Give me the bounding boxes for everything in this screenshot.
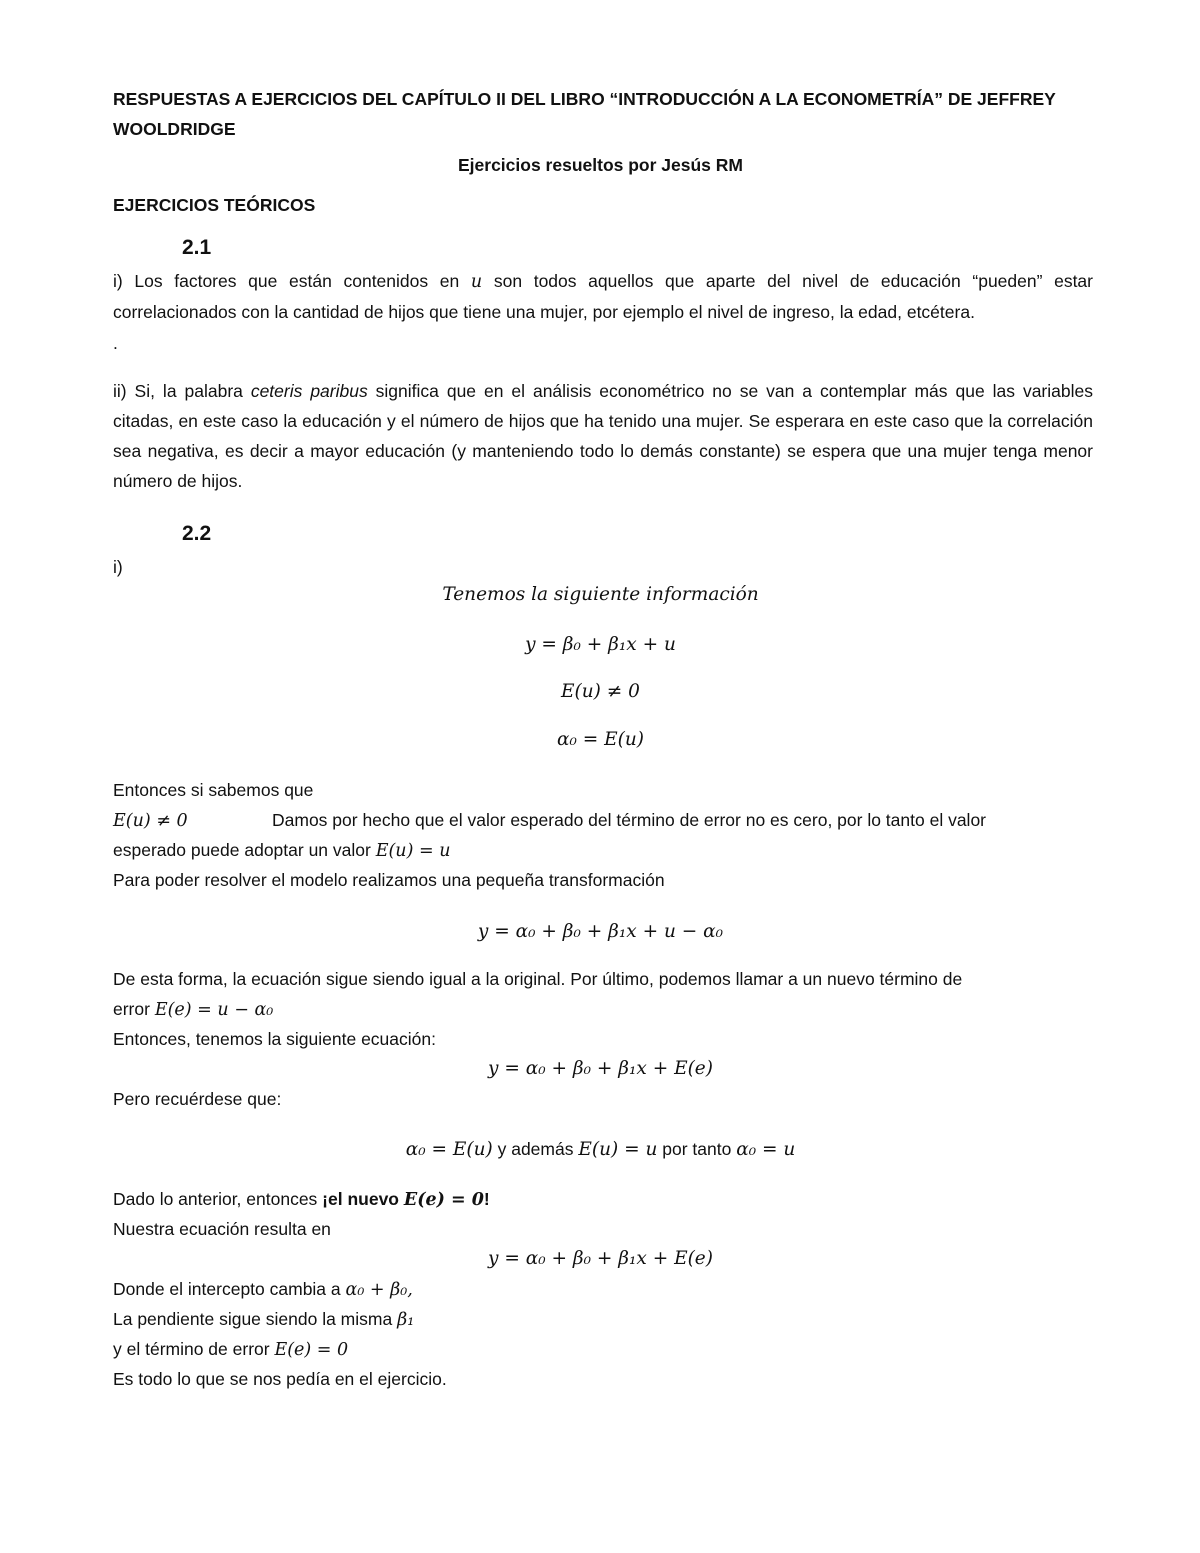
equation-transformed: y = α₀ + β₀ + β₁x + u − α₀ (477, 921, 724, 942)
text-nuestra: Nuestra ecuación resulta en (113, 1219, 331, 1239)
text-conclusion: Es todo lo que se nos pedía en el ejercicio. (113, 1369, 447, 1389)
text-donde: Donde el intercepto cambia a α₀ + β₀, (113, 1279, 413, 1300)
math-inline: E(e) = 0 (403, 1190, 484, 1210)
equation-new: y = α₀ + β₀ + β₁x + E(e) (488, 1058, 713, 1079)
exercise-number-2-2: 2.2 (182, 522, 212, 545)
answer-2-1-ii: ii) Si, la palabra ceteris paribus significa que en el análisis econométrico no se van a contemplar más que las variables citadas, en este caso la educación y el número de hijos que ha tenido una mujer. Se esperara en este caso que la correlación sea negativa, es decir a mayor educación (y manteniendo todo lo demás constante) se espera que una mujer tenga menor número de hijos. (113, 381, 1093, 491)
equation-result: y = α₀ + β₀ + β₁x + E(e) (488, 1248, 713, 1269)
text-pero: Pero recuérdese que: (113, 1089, 282, 1109)
title-line-1: RESPUESTAS A EJERCICIOS DEL CAPÍTULO II DEL LIBRO “INTRODUCCIÓN A LA ECONOMETRÍA” DE JEFFREY (113, 89, 1056, 109)
text-damos: Damos por hecho que el valor esperado del término de error no es cero, por lo tanto el valor (272, 810, 987, 830)
item-label: i) (113, 271, 123, 291)
item-label: ii) (113, 381, 127, 401)
info-statement: Tenemos la siguiente información (442, 584, 759, 605)
math-inline: E(u) = u (375, 841, 451, 861)
stray-period: . (113, 333, 118, 353)
document-title (113, 84, 1093, 144)
answer-2-1-i: i) Los factores que están contenidos en u son todos aquellos que aparte del nivel de educación “pueden” estar correlacionados con la cantidad de hijos que tiene una mujer, por ejemplo el nivel de ingreso, la edad, etcétera. (113, 271, 1093, 322)
document-subtitle: Ejercicios resueltos por Jesús RM (458, 155, 743, 175)
text-dado: Dado lo anterior, entonces ¡el nuevo E(e) = 0! (113, 1189, 490, 1210)
math-variable: u (470, 272, 483, 292)
title-line-2: WOOLDRIDGE (113, 119, 236, 139)
math-inline: β₁ (397, 1310, 415, 1330)
item-label-2-2-i: i) (113, 557, 123, 577)
text-entonces: Entonces si sabemos que (113, 780, 314, 800)
math-inline: α₀ + β₀, (345, 1280, 413, 1300)
equation-alpha: α₀ = E(u) (556, 729, 645, 750)
italic-term: ceteris paribus (250, 381, 368, 401)
equation-recall: α₀ = E(u) y además E(u) = u por tanto α₀ = u (405, 1139, 796, 1160)
text-termino-error: y el término de error E(e) = 0 (113, 1339, 349, 1360)
text-para: Para poder resolver el modelo realizamos una pequeña transformación (113, 870, 665, 890)
exercise-number-2-1: 2.1 (182, 236, 212, 259)
equation-model: y = β₀ + β₁x + u (525, 634, 676, 655)
math-inline: E(e) = u − α₀ (154, 1000, 274, 1020)
math-inline: E(e) = 0 (274, 1340, 349, 1360)
section-heading: EJERCICIOS TEÓRICOS (113, 195, 316, 215)
text-pendiente: La pendiente sigue siendo la misma β₁ (113, 1309, 415, 1330)
text-de-esta-forma: De esta forma, la ecuación sigue siendo igual a la original. Por último, podemos llamar a un nuevo término de (113, 969, 963, 989)
text-esperado: esperado puede adoptar un valor E(u) = u (113, 840, 451, 861)
text-tenemos: Entonces, tenemos la siguiente ecuación: (113, 1029, 436, 1049)
text-error: error E(e) = u − α₀ (113, 999, 274, 1020)
equation-expected-error: E(u) ≠ 0 (561, 681, 640, 702)
math-inline: E(u) ≠ 0 (113, 811, 188, 831)
